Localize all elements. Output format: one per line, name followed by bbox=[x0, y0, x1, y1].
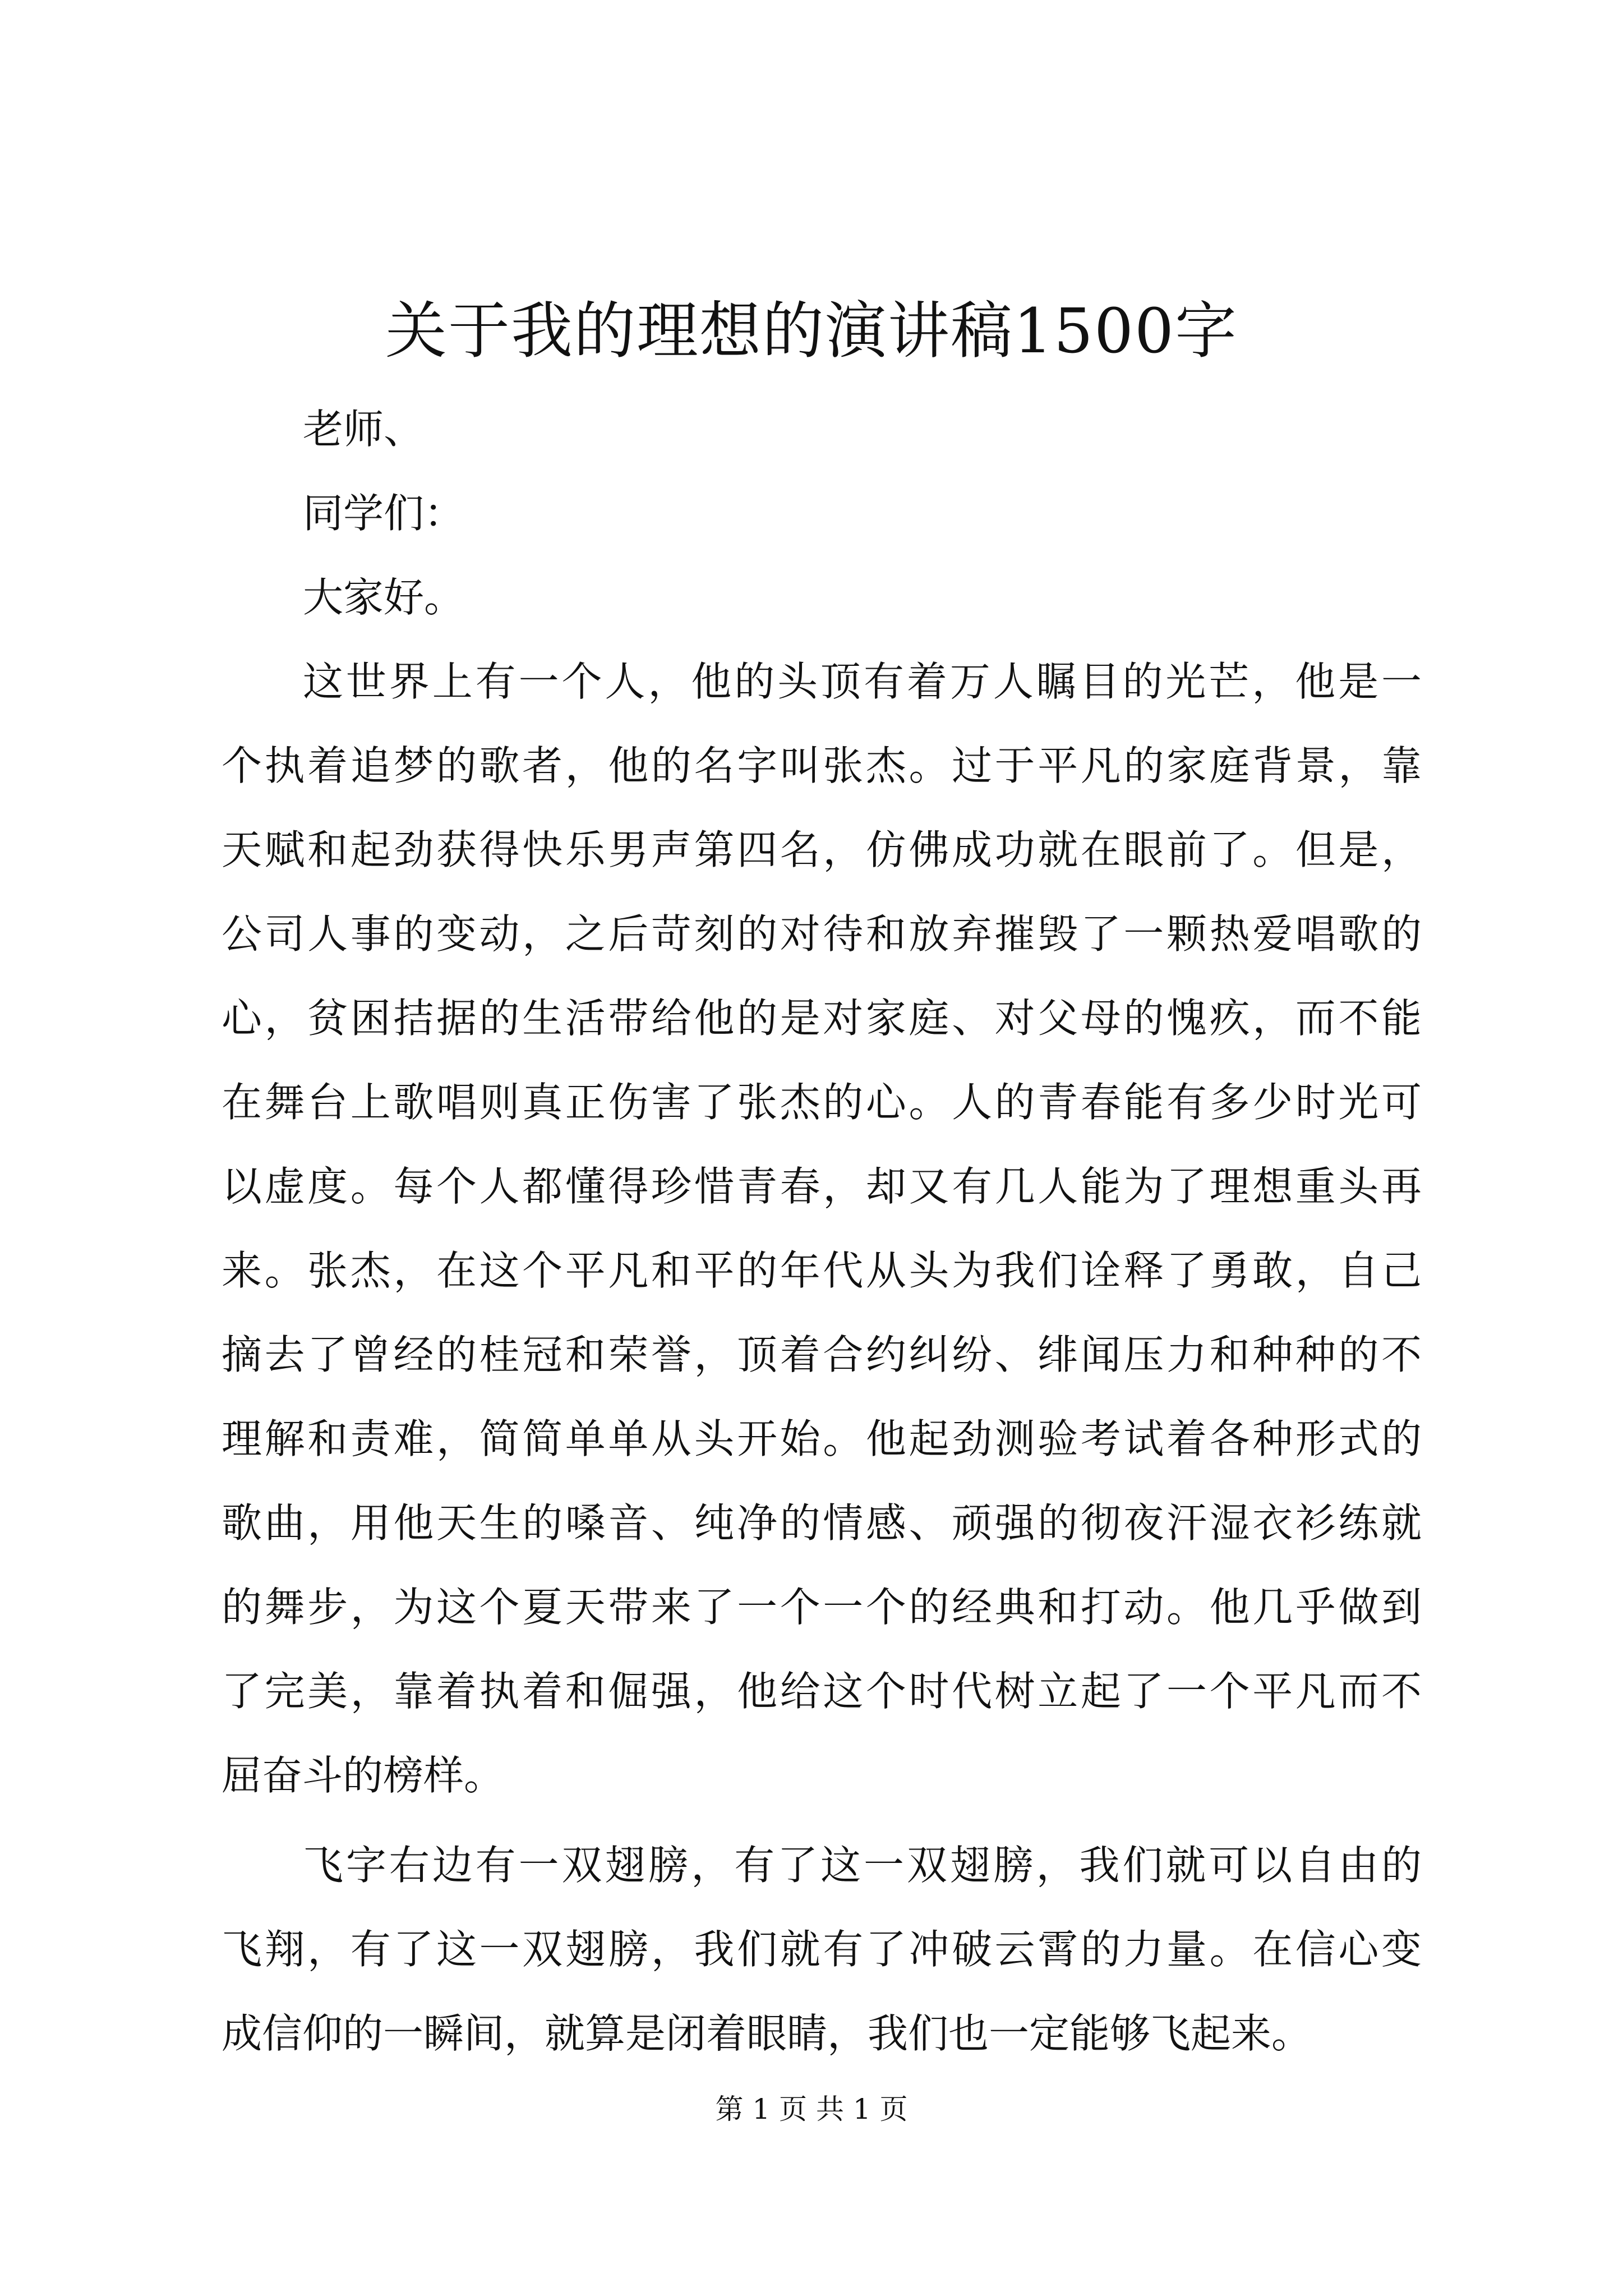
paragraph-line: 理解和责难，简简单单从头开始。他起劲测验考试着各种形式的 bbox=[222, 1415, 1422, 1462]
paragraph-line: 成信仰的一瞬间，就算是闭着眼睛，我们也一定能够飞起来。 bbox=[222, 2010, 1312, 2057]
paragraph-line: 歌曲，用他天生的嗓音、纯净的情感、顽强的彻夜汗湿衣衫练就 bbox=[222, 1499, 1422, 1547]
salutation-line: 同学们： bbox=[303, 490, 465, 537]
paragraph-line: 天赋和起劲获得快乐男声第四名，仿佛成功就在眼前了。但是， bbox=[222, 826, 1422, 873]
paragraph-line: 以虚度。每个人都懂得珍惜青春，却又有几人能为了理想重头再 bbox=[222, 1163, 1422, 1210]
salutation-line: 大家好。 bbox=[303, 574, 465, 621]
salutation-line: 老师、 bbox=[303, 406, 425, 453]
paragraph-line: 飞字右边有一双翅膀，有了这一双翅膀，我们就可以自由的 bbox=[303, 1842, 1422, 1889]
paragraph-1 bbox=[222, 639, 1422, 1818]
paragraph-line: 来。张杰，在这个平凡和平的年代从头为我们诠释了勇敢，自己 bbox=[222, 1247, 1422, 1294]
paragraph-line: 心，贫困拮据的生活带给他的是对家庭、对父母的愧疚，而不能 bbox=[222, 995, 1422, 1042]
page-footer: 第 1 页 共 1 页 bbox=[715, 2093, 908, 2125]
paragraph-line: 飞翔，有了这一双翅膀，我们就有了冲破云霄的力量。在信心变 bbox=[222, 1926, 1422, 1973]
document-title: 关于我的理想的演讲稿1500字 bbox=[385, 295, 1238, 367]
paragraph-line: 公司人事的变动，之后苛刻的对待和放弃摧毁了一颗热爱唱歌的 bbox=[222, 910, 1422, 958]
paragraph-line: 这世界上有一个人，他的头顶有着万人瞩目的光芒，他是一 bbox=[303, 658, 1422, 705]
paragraph-line: 了完美，靠着执着和倔强，他给这个时代树立起了一个平凡而不 bbox=[222, 1668, 1422, 1715]
paragraph-line: 在舞台上歌唱则真正伤害了张杰的心。人的青春能有多少时光可 bbox=[222, 1079, 1422, 1126]
paragraph-line: 的舞步，为这个夏天带来了一个一个的经典和打动。他几乎做到 bbox=[222, 1584, 1422, 1631]
paragraph-line: 个执着追梦的歌者，他的名字叫张杰。过于平凡的家庭背景，靠 bbox=[222, 742, 1422, 789]
document-body bbox=[222, 387, 1422, 2076]
paragraph-line: 摘去了曾经的桂冠和荣誉，顶着合约纠纷、绯闻压力和种种的不 bbox=[222, 1331, 1422, 1378]
paragraph-line: 屈奋斗的榜样。 bbox=[222, 1752, 505, 1799]
paragraph-2 bbox=[222, 1823, 1422, 2076]
